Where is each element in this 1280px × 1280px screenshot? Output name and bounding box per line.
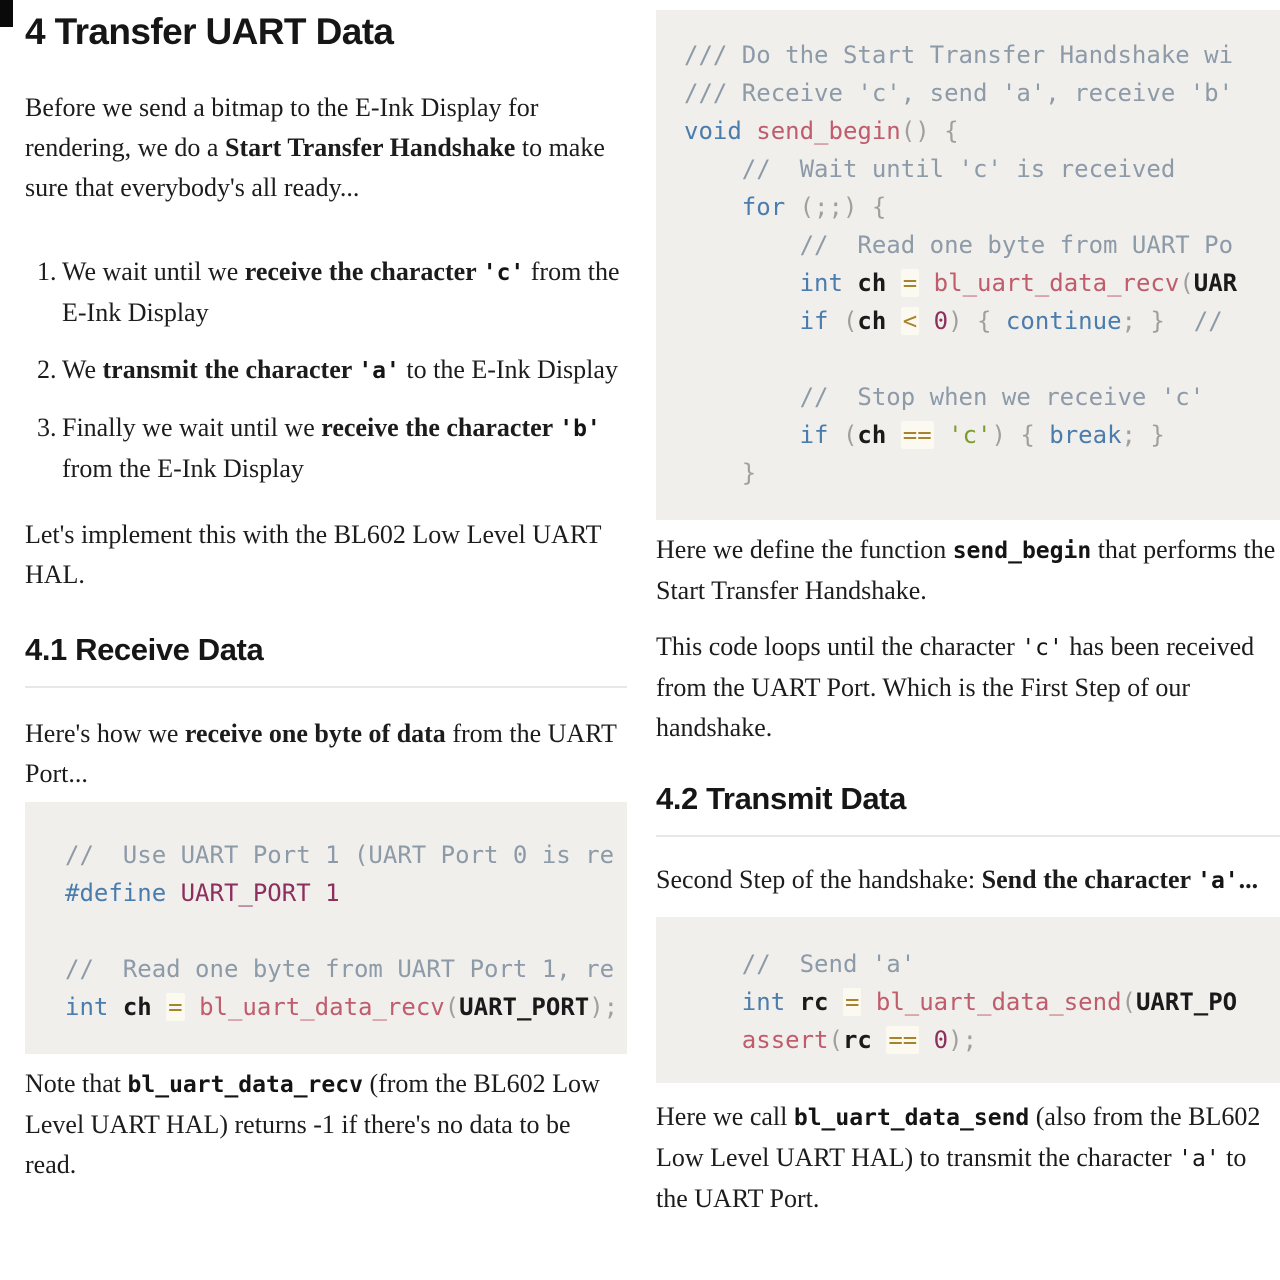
- list-item-number: 3.: [37, 413, 57, 442]
- code-block-receive: // Use UART Port 1 (UART Port 0 is re #define UART_PORT 1 // Read one byte from UART Port 1, re int ch = bl_uart_data_recv(UART_PORT);: [25, 802, 627, 1054]
- list-item-text: We transmit the character 'a' to the E-Ink Display: [62, 355, 618, 384]
- section-title-transfer-uart-data: 4 Transfer UART Data: [25, 11, 394, 52]
- paragraph-implement: Let's implement this with the BL602 Low Level UART HAL.: [25, 520, 602, 589]
- list-item: [25, 350, 627, 391]
- paragraph-intro: Before we send a bitmap to the E-Ink Display for rendering, we do a Start Transfer Handshake to make sure that everybody's all ready...: [25, 93, 605, 202]
- list-item-number: 2.: [37, 355, 57, 384]
- list-item-text: We wait until we receive the character 'c' from the E-Ink Display: [62, 257, 620, 327]
- corner-artifact: [0, 0, 13, 27]
- paragraph-loop-explain: This code loops until the character 'c' has been received from the UART Port. Which is the First Step of our handshake.: [656, 632, 1255, 742]
- list-item-text: Finally we wait until we receive the character 'b' from the E-Ink Display: [62, 413, 601, 483]
- section-title-receive-data: 4.1 Receive Data: [25, 631, 627, 688]
- handshake-steps-list: [25, 252, 627, 489]
- paragraph-receive-note: Note that bl_uart_data_recv (from the BL602 Low Level UART HAL) returns -1 if there's no data to be read.: [25, 1069, 600, 1179]
- section-title-transmit-data: 4.2 Transmit Data: [656, 780, 1280, 837]
- code-block-send: // Send 'a' int rc = bl_uart_data_send(UART_PO assert(rc == 0);: [656, 917, 1280, 1083]
- paragraph-define-send-begin: Here we define the function send_begin that performs the Start Transfer Handshake.: [656, 535, 1276, 605]
- paragraph-second-step: Second Step of the handshake: Send the character 'a'...: [656, 865, 1259, 894]
- paragraph-send-explain: Here we call bl_uart_data_send (also from the BL602 Low Level UART HAL) to transmit the character 'a' to the UART Port.: [656, 1102, 1261, 1213]
- list-item-number: 1.: [37, 257, 57, 286]
- list-item: [25, 252, 627, 333]
- right-column: [656, 0, 1280, 1219]
- code-block-send-begin: /// Do the Start Transfer Handshake wi /// Receive 'c', send 'a', receive 'b' void send_begin() { // Wait until 'c' is received for (;;) { // Read one byte from UART Po int ch = bl_uart_data_recv(UAR if (ch < 0) { continue; } // // Stop when we receive 'c' if (ch == 'c') { break; } }: [656, 10, 1280, 520]
- left-column: [25, 0, 627, 1185]
- list-item: [25, 408, 627, 489]
- paragraph-receive-intro: Here's how we receive one byte of data from the UART Port...: [25, 719, 617, 788]
